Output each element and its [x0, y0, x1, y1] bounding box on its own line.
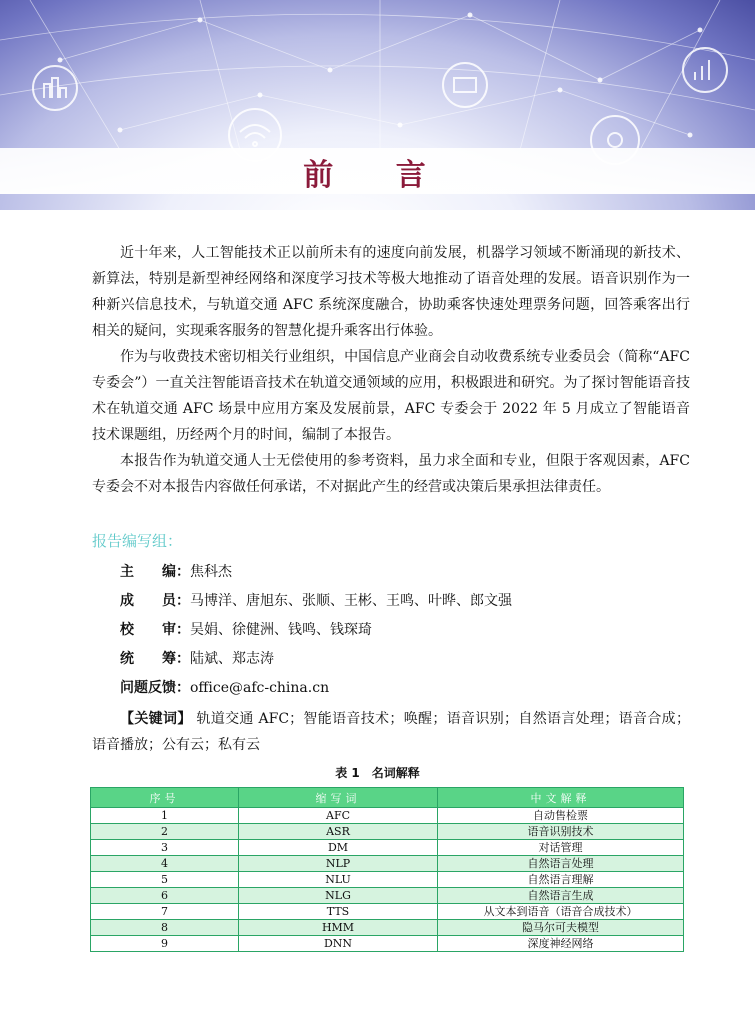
paragraph-3: 本报告作为轨道交通人士无偿使用的参考资料，虽力求全面和专业，但限于客观因素，AFC 专委会不对本报告内容做任何承诺，不对据此产生的经营或决策后果承担法律责任。 — [92, 453, 690, 495]
table-caption: 表 1 名词解释 — [335, 766, 420, 780]
cell-index: 2 — [91, 824, 239, 840]
cell-meaning: 从文本到语音（语音合成技术） — [438, 904, 684, 920]
table-row — [91, 872, 684, 888]
cell-index: 1 — [91, 808, 239, 824]
page-title: 前 言 — [303, 158, 452, 193]
cell-abbr: NLG — [239, 888, 438, 904]
staff-row — [120, 616, 512, 645]
cell-abbr: DNN — [239, 936, 438, 952]
staff-row — [120, 558, 512, 587]
feedback-email[interactable]: office@afc-china.cn — [190, 680, 330, 696]
staff-names: 马博洋、唐旭东、张顺、王彬、王鸣、叶晔、郎文强 — [190, 593, 512, 609]
cell-meaning: 隐马尔可夫模型 — [438, 920, 684, 936]
paragraph-2: 作为与收费技术密切相关行业组织，中国信息产业商会自动收费系统专业委员会（简称“AFC 专委会”）一直关注智能语音技术在轨道交通领域的应用，积极跟进和研究。为了探讨智能语音技术在轨道交通 AFC 场景中应用方案及发展前景，AFC 专委会于 2022 年 5 月成立了智能语音技术课题组，历经两个月的时间，编制了本报告。 — [92, 349, 690, 443]
staff-role: 问题反馈： — [120, 680, 190, 696]
staff-role: 主 编： — [120, 564, 190, 580]
table-row — [91, 920, 684, 936]
table-row — [91, 824, 684, 840]
col-header-meaning: 中文解释 — [438, 788, 684, 808]
staff-names: 焦科杰 — [190, 564, 232, 580]
table-row — [91, 888, 684, 904]
cell-abbr: AFC — [239, 808, 438, 824]
cell-meaning: 自然语言处理 — [438, 856, 684, 872]
cell-meaning: 对话管理 — [438, 840, 684, 856]
cell-index: 4 — [91, 856, 239, 872]
cell-index: 8 — [91, 920, 239, 936]
cell-meaning: 自然语言理解 — [438, 872, 684, 888]
keywords-label: 【关键词】 — [120, 711, 192, 727]
staff-list — [120, 558, 512, 703]
col-header-index: 序号 — [91, 788, 239, 808]
table-row — [91, 808, 684, 824]
cell-abbr: HMM — [239, 920, 438, 936]
cell-index: 5 — [91, 872, 239, 888]
cell-abbr: DM — [239, 840, 438, 856]
cell-index: 3 — [91, 840, 239, 856]
table-row — [91, 840, 684, 856]
terms-table — [90, 787, 684, 952]
staff-row — [120, 674, 512, 703]
staff-role: 校 审： — [120, 622, 190, 638]
cell-index: 7 — [91, 904, 239, 920]
cell-abbr: ASR — [239, 824, 438, 840]
table-row — [91, 904, 684, 920]
cell-meaning: 自动售检票 — [438, 808, 684, 824]
staff-row — [120, 587, 512, 616]
signal-icon — [683, 48, 727, 92]
cell-meaning: 语音识别技术 — [438, 824, 684, 840]
cell-meaning: 深度神经网络 — [438, 936, 684, 952]
col-header-abbr: 缩写词 — [239, 788, 438, 808]
preface-body — [92, 240, 690, 500]
staff-row — [120, 645, 512, 674]
cell-abbr: NLU — [239, 872, 438, 888]
cell-abbr: TTS — [239, 904, 438, 920]
cell-abbr: NLP — [239, 856, 438, 872]
city-icon — [33, 66, 77, 110]
keywords — [92, 706, 690, 758]
staff-names: 吴娟、徐健洲、钱鸣、钱琛琦 — [190, 622, 372, 638]
table-header-row — [91, 788, 684, 808]
paragraph-1: 近十年来，人工智能技术正以前所未有的速度向前发展，机器学习领域不断涌现的新技术、新算法，特别是新型神经网络和深度学习技术等极大地推动了语音处理的发展。语音识别作为一种新兴信息技术，与轨道交通 AFC 系统深度融合，协助乘客快速处理票务问题，回答乘客出行相关的疑问，实现乘客服务的智慧化提升乘客出行体验。 — [92, 245, 690, 339]
table-row — [91, 856, 684, 872]
cell-meaning: 自然语言生成 — [438, 888, 684, 904]
cell-index: 9 — [91, 936, 239, 952]
table-row — [91, 936, 684, 952]
staff-role: 统 筹： — [120, 651, 190, 667]
cell-index: 6 — [91, 888, 239, 904]
staff-names: 陆斌、郑志涛 — [190, 651, 274, 667]
staff-role: 成 员： — [120, 593, 190, 609]
group-heading: 报告编写组： — [92, 532, 183, 550]
keywords-text: 轨道交通 AFC；智能语音技术；唤醒；语音识别；自然语言处理；语音合成；语音播放；公有云；私有云 — [92, 711, 691, 753]
